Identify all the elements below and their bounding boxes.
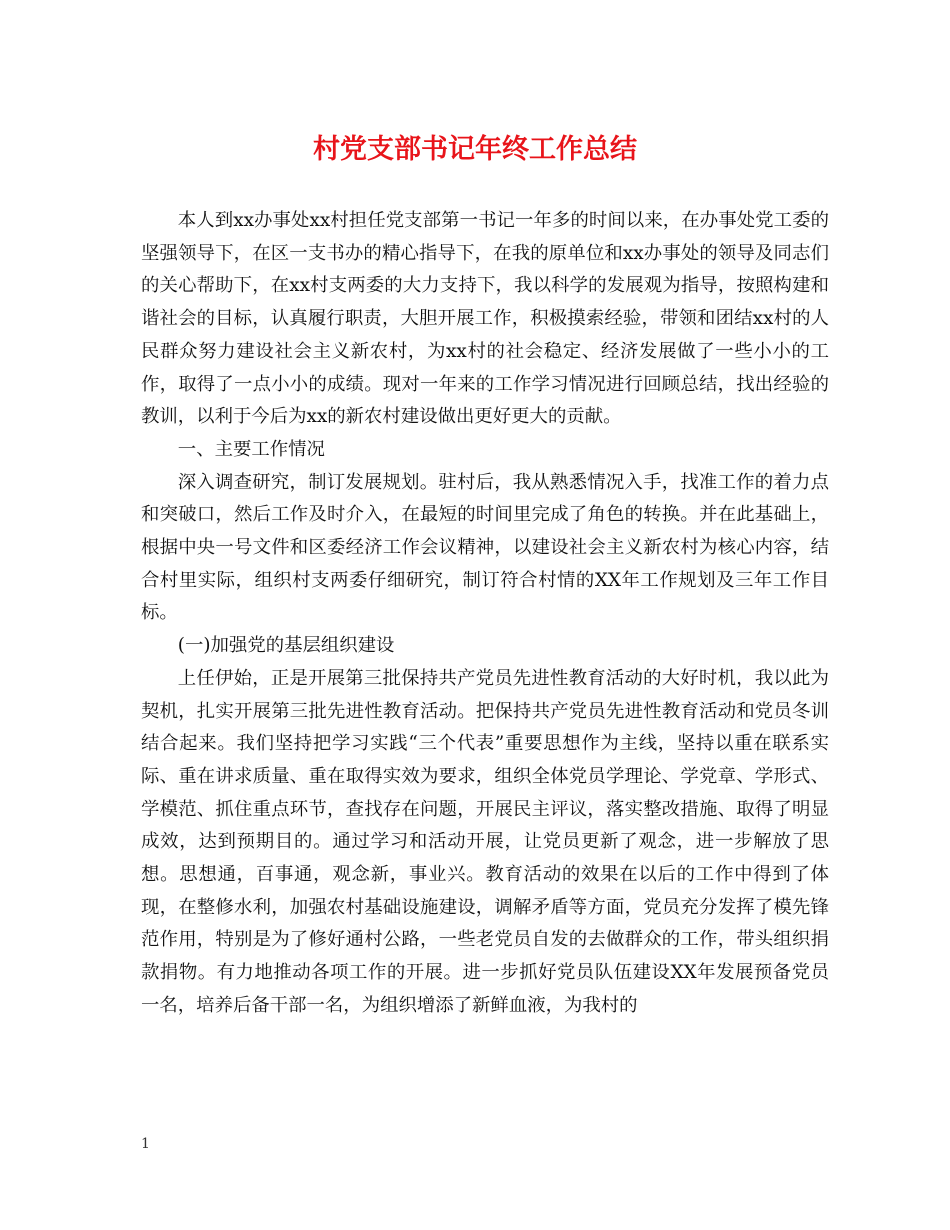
section-heading-main-work: 一、主要工作情况 (177, 438, 325, 460)
intro-paragraph: 本人到xx办事处xx村担任党支部第一书记一年多的时间以来，在办事处党工委的坚强领导下，在区一支书办的精心指导下，在我的原单位和xx办事处的领导及同志们的关心帮助下，在xx村支两委的大力支持下，我以科学的发展观为指导，按照构建和谐社会的目标，认真履行职责，大胆开展工作，积极摸索经验，带领和团结xx村的人民群众努力建设社会主义新农村，为xx村的社会稳定、经济发展做了一些小小的工作，取得了一点小小的成绩。现对一年来的工作学习情况进行回顾总结，找出经验的教训，以利于今后为xx的新农村建设做出更好更大的贡献。 (141, 210, 829, 428)
page-number: 1 (141, 1136, 150, 1152)
document-title: 村党支部书记年终工作总结 (313, 134, 637, 165)
party-building-paragraph: 上任伊始，正是开展第三批保持共产党员先进性教育活动的大好时机，我以此为契机，扎实开展第三批先进性教育活动。把保持共产党员先进性教育活动和党员冬训结合起来。我们坚持把学习实践“三个代表”重要思想作为主线，坚持以重在联系实际、重在讲求质量、重在取得实效为要求，组织全体党员学理论、学党章、学形式、学模范、抓住重点环节，查找存在问题，开展民主评议，落实整改措施、取得了明显成效，达到预期目的。通过学习和活动开展，让党员更新了观念，进一步解放了思想。思想通，百事通，观念新，事业兴。教育活动的效果在以后的工作中得到了体现，在整修水利，加强农村基础设施建设，调解矛盾等方面，党员充分发挥了模先锋范作用，特别是为了修好通村公路，一些老党员自发的去做群众的工作，带头组织捐款捐物。有力地推动各项工作的开展。进一步抓好党员队伍建设XX年发展预备党员一名，培养后备干部一名，为组织增添了新鲜血液，为我村的 (141, 667, 829, 1016)
subsection-heading-party-building: (一)加强党的基层组织建设 (177, 635, 395, 657)
document-body (141, 205, 829, 1023)
research-paragraph: 深入调查研究，制订发展规划。驻村后，我从熟悉情况入手，找准工作的着力点和突破口，然后工作及时介入，在最短的时间里完成了角色的转换。并在此基础上，根据中央一号文件和区委经济工作会议精神，以建设社会主义新农村为核心内容，结合村里实际，组织村支两委仔细研究，制订符合村情的XX年工作规划及三年工作目标。 (141, 471, 829, 624)
